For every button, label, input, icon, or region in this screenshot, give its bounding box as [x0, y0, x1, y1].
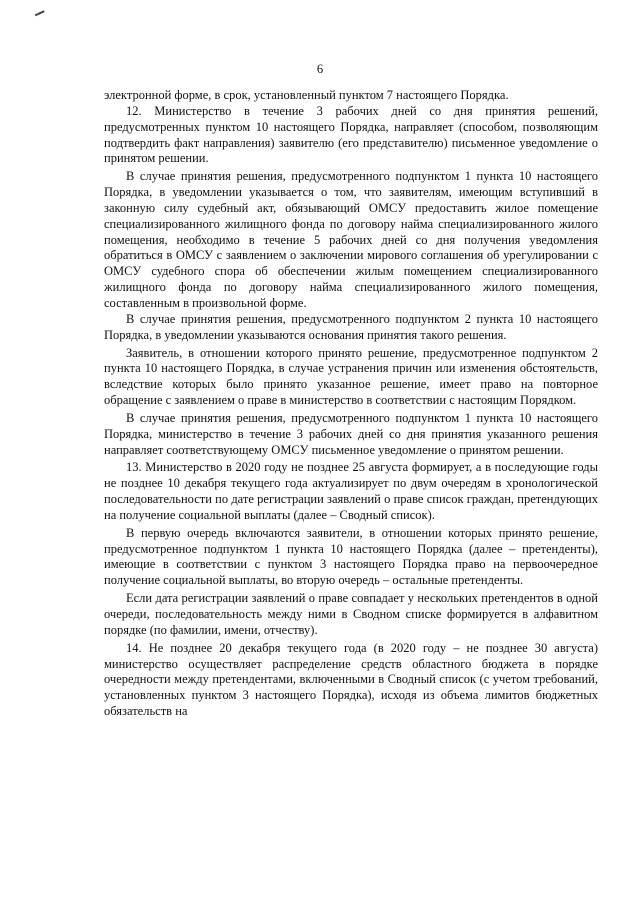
paragraph-alphabetical: Если дата регистрации заявлений о праве совпадает у нескольких претендентов в одной очереди, последовательность между ними в Сводном списке формируется в алфавитном порядке (по фамилии, имени, отчеству). — [104, 591, 598, 637]
paragraph-13: 13. Министерство в 2020 году не позднее 25 августа формирует, а в последующие годы не позднее 10 декабря текущего года актуализирует по двум очередям в хронологической последовательности по дате регистрации заявлений о праве список граждан, претендующих на получение социальной выплаты (далее – Сводный список). — [104, 460, 598, 522]
paragraph-continuation: электронной форме, в срок, установленный пунктом 7 настоящего Порядка. — [104, 88, 509, 102]
paragraph-decision-2: В случае принятия решения, предусмотренного подпунктом 2 пункта 10 настоящего Порядка, в уведомлении указываются основания принятия такого решения. — [104, 311, 598, 342]
document-body — [104, 88, 598, 720]
paragraph-notify-omsu: В случае принятия решения, предусмотренного подпунктом 1 пункта 10 настоящего Порядка, министерство в течение 3 рабочих дней со дня принятия указанного решения направляет соответствующему ОМСУ письменное уведомление о принятом решении. — [104, 410, 598, 457]
page-number: 6 — [316, 62, 324, 76]
paragraph-repeat-application: Заявитель, в отношении которого принято решение, предусмотренное подпунктом 2 пункта 10 настоящего Порядка, в случае устранения причин или изменения обстоятельств, вследствие которых было принято указанное решение, имеет право на повторное обращение с заявлением о праве в министерство в соответствии с настоящим Порядком. — [104, 345, 598, 408]
pen-mark — [35, 10, 47, 21]
paragraph-14: 14. Не позднее 20 декабря текущего года (в 2020 году – не позднее 30 августа) министерство осуществляет распределение средств областного бюджета в порядке очередности между претендентами, включенными в Сводный список (с учетом требований, установленных пунктом 3 настоящего Порядка), исходя из объема лимитов бюджетных обязательств на — [104, 640, 598, 719]
paragraph-first-queue: В первую очередь включаются заявители, в отношении которых принято решение, предусмотренное подпунктом 1 пункта 10 настоящего Порядка (далее – претенденты), имеющие в соответствии с пунктом 3 настоящего Порядка право на первоочередное получение социальной выплаты, во вторую очередь – остальные претенденты. — [104, 525, 598, 588]
paragraph-12: 12. Министерство в течение 3 рабочих дней со дня принятия решений, предусмотренных пунктом 10 настоящего Порядка, направляет (способом, позволяющим подтвердить факт направления) заявителю (его представителю) письменное уведомление о принятом решении. — [104, 103, 598, 166]
paragraph-decision-1: В случае принятия решения, предусмотренного подпунктом 1 пункта 10 настоящего Порядка, в уведомлении указывается о том, что заявителям, имеющим вступивший в законную силу судебный акт, обязывающий ОМСУ предоставить жилое помещение специализированного жилищного фонда по договору найма специализированного жилого помещения, необходимо в течение 5 рабочих дней со дня получения уведомления обратиться в ОМСУ с заявлением о заключении мирового соглашения об урегулировании с ОМСУ судебного спора об обеспечении жилым помещением специализированного жилищного фонда по договору найма специализированного жилого помещения, составленным в произвольной форме. — [104, 169, 598, 310]
